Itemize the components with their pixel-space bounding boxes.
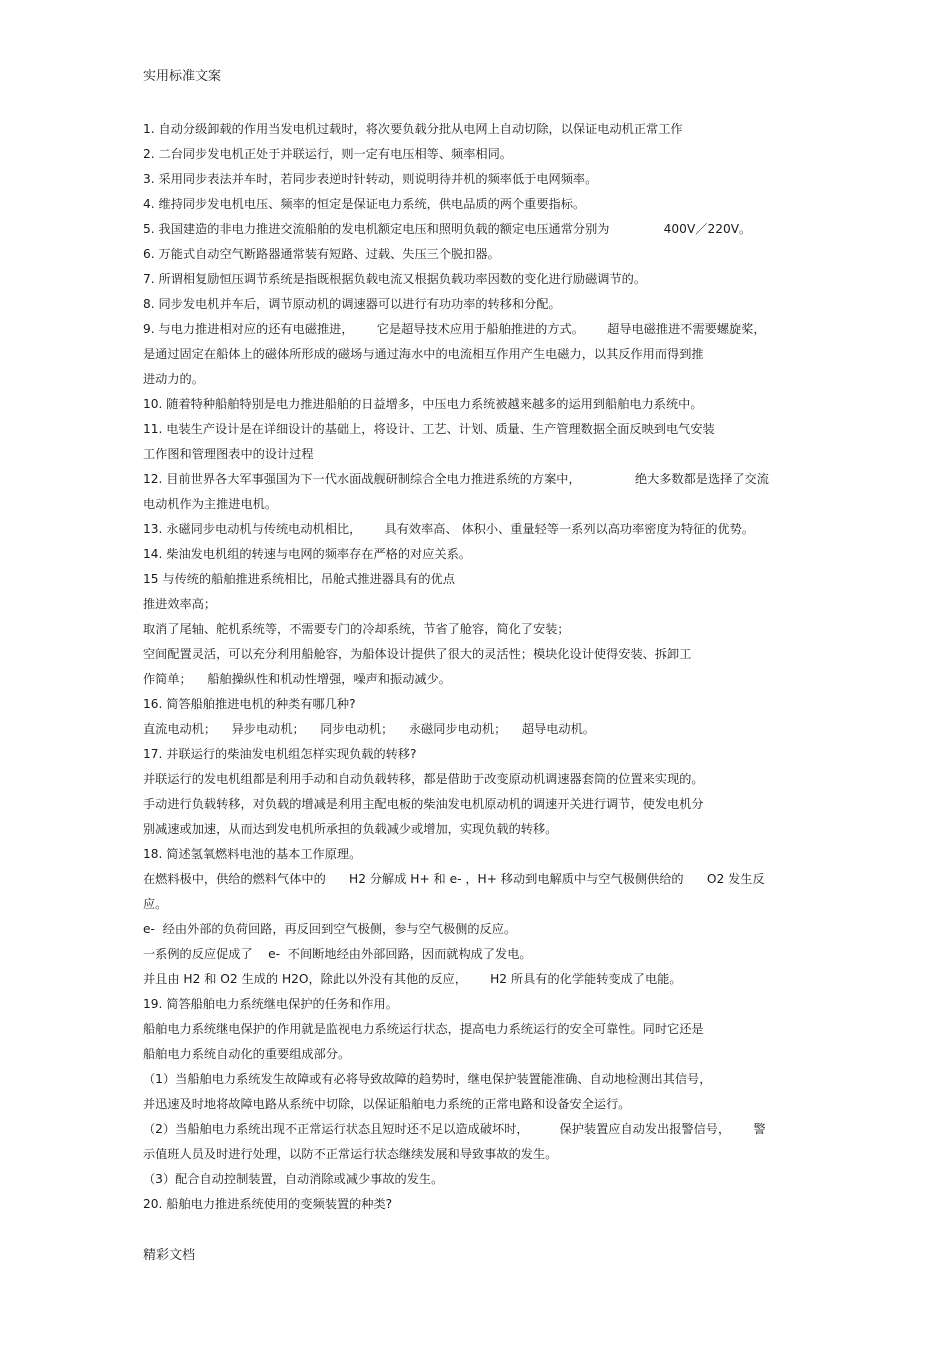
text-line: 20. 船舶电力推进系统使用的变频装置的种类? xyxy=(143,1197,393,1211)
text-line: （2）当船舶电力系统出现不正常运行状态且短时还不足以造成破坏时， 保护装置应自动发出报警信号， 警 xyxy=(143,1122,766,1136)
text-line: 工作图和管理图表中的设计过程 xyxy=(143,447,314,461)
text-line: 19. 简答船舶电力系统继电保护的任务和作用。 xyxy=(143,997,398,1011)
text-line: 18. 简述氢氧燃料电池的基本工作原理。 xyxy=(143,847,362,861)
text-line: 6. 万能式自动空气断路器通常装有短路、过载、失压三个脱扣器。 xyxy=(143,247,500,261)
text-line: 并迅速及时地将故障电路从系统中切除，以保证船舶电力系统的正常电路和设备安全运行。 xyxy=(143,1097,631,1111)
text-line: 11. 电装生产设计是在详细设计的基础上，将设计、工艺、计划、质量、生产管理数据全面反映到电气安装 xyxy=(143,422,715,436)
page-footer: 精彩文档 xyxy=(143,1248,196,1263)
text-line: 手动进行负载转移，对负载的增减是利用主配电板的柴油发电机原动机的调速开关进行调节，使发电机分 xyxy=(143,797,704,811)
text-line: 17. 并联运行的柴油发电机组怎样实现负载的转移? xyxy=(143,747,417,761)
text-line: 示值班人员及时进行处理，以防不正常运行状态继续发展和导致事故的发生。 xyxy=(143,1147,558,1161)
text-line: 10. 随着特种船舶特别是电力推进船舶的日益增多，中压电力系统被越来越多的运用到船舶电力系统中。 xyxy=(143,397,703,411)
text-line: 7. 所谓相复励恒压调节系统是指既根据负载电流又根据负载功率因数的变化进行励磁调节的。 xyxy=(143,272,647,286)
text-line: 5. 我国建造的非电力推进交流船舶的发电机额定电压和照明负载的额定电压通常分别为 400V／220V。 xyxy=(143,222,752,236)
text-line: 14. 柴油发电机组的转速与电网的频率存在严格的对应关系。 xyxy=(143,547,471,561)
text-line: 并联运行的发电机组都是利用手动和自动负载转移，都是借助于改变原动机调速器套筒的位置来实现的。 xyxy=(143,772,704,786)
text-line: 作简单； 船舶操纵性和机动性增强，噪声和振动减少。 xyxy=(143,672,451,686)
text-line: 是通过固定在船体上的磁体所形成的磁场与通过海水中的电流相互作用产生电磁力，以其反作用而得到推 xyxy=(143,347,704,361)
document-body xyxy=(143,117,813,1217)
text-line: 3. 采用同步表法并车时，若同步表逆时针转动，则说明待并机的频率低于电网频率。 xyxy=(143,172,598,186)
text-line: 8. 同步发电机并车后，调节原动机的调速器可以进行有功功率的转移和分配。 xyxy=(143,297,561,311)
page-header: 实用标准文案 xyxy=(143,69,222,84)
text-line: 4. 维持同步发电机电压、频率的恒定是保证电力系统，供电品质的两个重要指标。 xyxy=(143,197,586,211)
text-line: 电动机作为主推进电机。 xyxy=(143,497,278,511)
text-line: 在燃料极中，供给的燃料气体中的 H2 分解成 H+ 和 e- ，H+ 移动到电解质中与空气极侧供给的 O2 发生反 xyxy=(143,872,765,886)
text-line: 船舶电力系统继电保护的作用就是监视电力系统运行状态，提高电力系统运行的安全可靠性。同时它还是 xyxy=(143,1022,704,1036)
text-line: 一系例的反应促成了 e- 不间断地经由外部回路，因而就构成了发电。 xyxy=(143,947,532,961)
text-line: （3）配合自动控制装置，自动消除或减少事故的发生。 xyxy=(143,1172,444,1186)
text-line: 直流电动机； 异步电动机； 同步电动机； 永磁同步电动机； 超导电动机。 xyxy=(143,722,595,736)
text-line: 应。 xyxy=(143,897,168,911)
text-line: 15 与传统的船舶推进系统相比，吊舱式推进器具有的优点 xyxy=(143,572,455,586)
text-line: 16. 简答船舶推进电机的种类有哪几种? xyxy=(143,697,356,711)
text-line: 取消了尾轴、舵机系统等，不需要专门的冷却系统，节省了舱容，简化了安装； xyxy=(143,622,570,636)
text-line: 并且由 H2 和 O2 生成的 H2O，除此以外没有其他的反应， H2 所具有的化学能转变成了电能。 xyxy=(143,972,682,986)
text-line: 推进效率高； xyxy=(143,597,217,611)
text-line: 空间配置灵活，可以充分利用船舱容，为船体设计提供了很大的灵活性；模块化设计使得安装、拆卸工 xyxy=(143,647,692,661)
text-line: 进动力的。 xyxy=(143,372,204,386)
text-line: 别减速或加速，从而达到发电机所承担的负载减少或增加，实现负载的转移。 xyxy=(143,822,558,836)
text-line: 船舶电力系统自动化的重要组成部分。 xyxy=(143,1047,351,1061)
text-line: 1. 自动分级卸载的作用当发电机过载时，将次要负载分批从电网上自动切除，以保证电动机正常工作 xyxy=(143,122,683,136)
text-line: 2. 二台同步发电机正处于并联运行，则一定有电压相等、频率相同。 xyxy=(143,147,512,161)
text-line: 13. 永磁同步电动机与传统电动机相比， 具有效率高、 体积小、重量轻等一系列以高功率密度为特征的优势。 xyxy=(143,522,754,536)
text-line: 9. 与电力推进相对应的还有电磁推进， 它是超导技术应用于船舶推进的方式。 超导电磁推进不需要螺旋桨， xyxy=(143,322,766,336)
text-line: （1）当船舶电力系统发生故障或有必将导致故障的趋势时，继电保护装置能准确、自动地检测出其信号， xyxy=(143,1072,712,1086)
text-line: 12. 目前世界各大军事强国为下一代水面战舰研制综合全电力推进系统的方案中， 绝大多数都是选择了交流 xyxy=(143,472,769,486)
text-line: e- 经由外部的负荷回路，再反回到空气极侧，参与空气极侧的反应。 xyxy=(143,922,517,936)
